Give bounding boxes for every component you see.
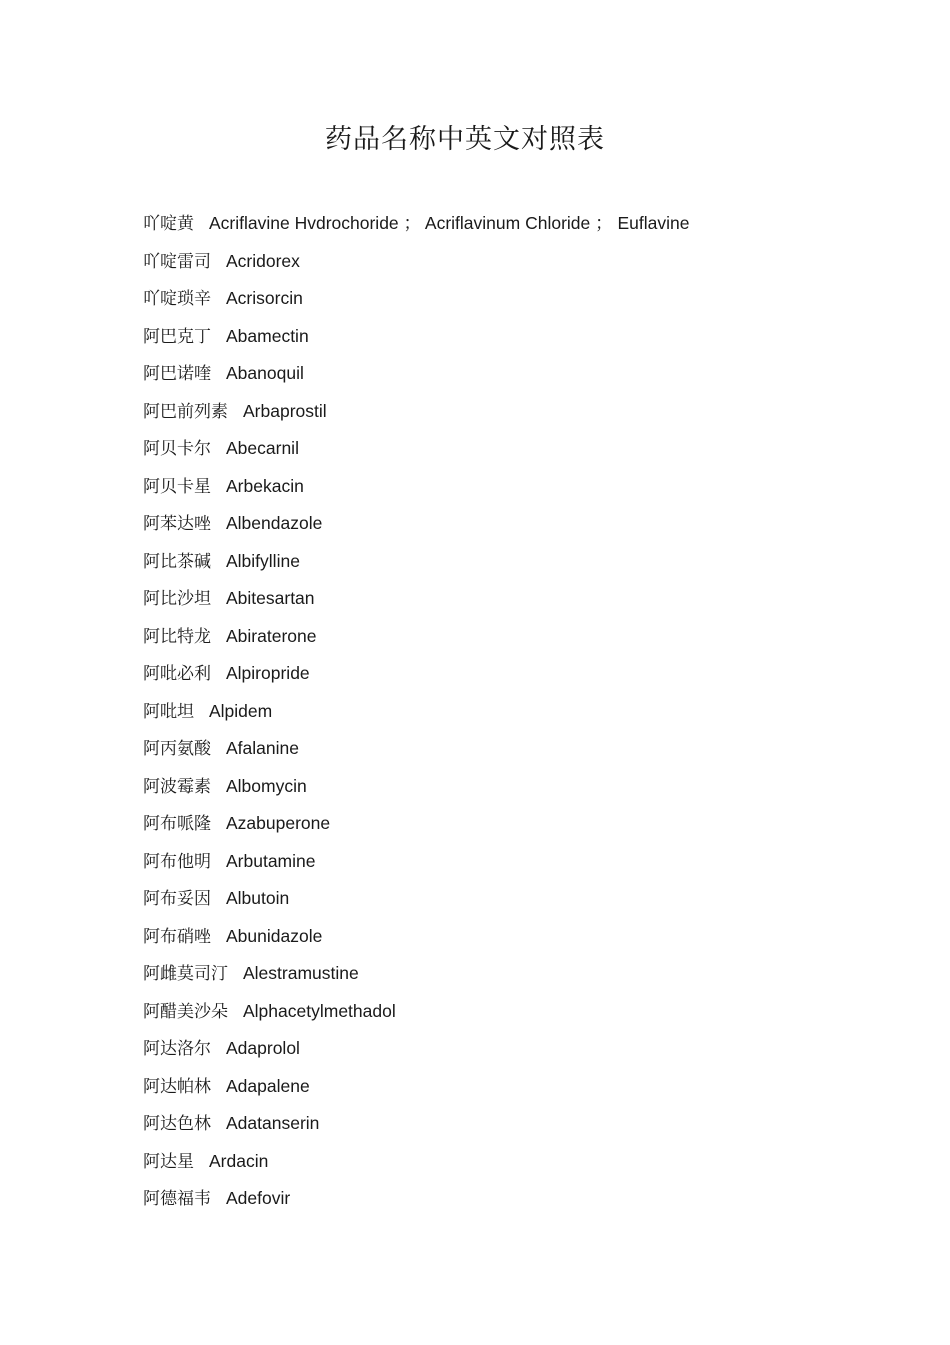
chinese-name: 阿吡必利 xyxy=(143,664,211,684)
english-name: Adatanserin xyxy=(226,1113,320,1133)
chinese-name: 阿达星 xyxy=(143,1151,194,1172)
chinese-name: 阿吡坦 xyxy=(143,701,194,722)
list-item xyxy=(143,318,923,356)
english-name: Alphacetylmethadol xyxy=(243,1000,396,1021)
list-item xyxy=(143,1030,923,1068)
list-item xyxy=(143,768,923,806)
list-item xyxy=(143,543,923,581)
english-name: Albomycin xyxy=(226,775,307,796)
chinese-name: 阿巴克丁 xyxy=(143,326,211,347)
list-item xyxy=(143,1180,923,1218)
chinese-name: 阿丙氨酸 xyxy=(143,739,211,759)
english-name: Alestramustine xyxy=(243,963,359,983)
english-name: Acridorex xyxy=(226,250,300,271)
chinese-name: 阿波霉素 xyxy=(143,776,211,797)
english-name: Azabuperone xyxy=(226,813,331,833)
english-name: Adefovir xyxy=(226,1188,291,1208)
list-item xyxy=(143,880,923,918)
list-item xyxy=(143,805,923,843)
list-item xyxy=(143,1143,923,1181)
chinese-name: 阿巴前列素 xyxy=(143,401,228,422)
list-item xyxy=(143,843,923,881)
english-name: Arbutamine xyxy=(226,850,316,871)
english-name: Ardacin xyxy=(209,1150,269,1171)
english-name: Abamectin xyxy=(226,325,309,346)
list-item xyxy=(143,468,923,506)
english-name: Adapalene xyxy=(226,1075,310,1096)
chinese-name: 阿贝卡星 xyxy=(143,476,211,497)
english-name: Abanoquil xyxy=(226,363,304,383)
list-item xyxy=(143,280,923,318)
list-item xyxy=(143,355,923,393)
chinese-name: 阿布硝唑 xyxy=(143,926,211,947)
chinese-name: 阿苯达唑 xyxy=(143,514,211,534)
list-item xyxy=(143,505,923,543)
chinese-name: 吖啶琐辛 xyxy=(143,289,211,309)
english-name: Albifylline xyxy=(226,550,300,571)
list-item xyxy=(143,430,923,468)
list-item xyxy=(143,393,923,431)
chinese-name: 阿雌莫司汀 xyxy=(143,964,228,984)
chinese-name: 阿达洛尔 xyxy=(143,1039,211,1059)
chinese-name: 阿醋美沙朵 xyxy=(143,1001,228,1022)
english-name: Afalanine xyxy=(226,738,299,758)
chinese-name: 阿贝卡尔 xyxy=(143,439,211,459)
english-name: Abunidazole xyxy=(226,925,323,946)
chinese-name: 阿布哌隆 xyxy=(143,814,211,834)
english-name: Acrisorcin xyxy=(226,288,303,308)
english-name: Abitesartan xyxy=(226,588,315,608)
list-item xyxy=(143,918,923,956)
list-item xyxy=(143,618,923,656)
list-item xyxy=(143,1105,923,1143)
list-item xyxy=(143,1068,923,1106)
page-title: 药品名称中英文对照表 xyxy=(325,124,605,155)
list-item xyxy=(143,655,923,693)
chinese-name: 阿巴诺喹 xyxy=(143,364,211,384)
drug-name-list xyxy=(143,205,923,1218)
list-item xyxy=(143,205,923,243)
chinese-name: 吖啶黄 xyxy=(143,214,194,234)
english-name: Adaprolol xyxy=(226,1038,300,1058)
chinese-name: 阿达帕林 xyxy=(143,1076,211,1097)
list-item xyxy=(143,693,923,731)
english-name: Arbekacin xyxy=(226,475,304,496)
english-name: Albendazole xyxy=(226,513,323,533)
chinese-name: 阿比特龙 xyxy=(143,626,211,647)
english-name: Abecarnil xyxy=(226,438,299,458)
english-name: Arbaprostil xyxy=(243,400,327,421)
chinese-name: 吖啶雷司 xyxy=(143,251,211,272)
chinese-name: 阿布他明 xyxy=(143,851,211,872)
english-name: Alpiropride xyxy=(226,663,310,683)
chinese-name: 阿德福韦 xyxy=(143,1189,211,1209)
english-name: Alpidem xyxy=(209,700,273,721)
list-item xyxy=(143,955,923,993)
english-name: Albutoin xyxy=(226,888,290,908)
list-item xyxy=(143,993,923,1031)
english-name: Acriflavine Hvdrochoride ； Acriflavinum Chloride ； Euflavine xyxy=(209,213,690,233)
english-name: Abiraterone xyxy=(226,625,317,646)
chinese-name: 阿比茶碱 xyxy=(143,551,211,572)
chinese-name: 阿达色林 xyxy=(143,1114,211,1134)
chinese-name: 阿比沙坦 xyxy=(143,589,211,609)
list-item xyxy=(143,730,923,768)
chinese-name: 阿布妥因 xyxy=(143,889,211,909)
list-item xyxy=(143,243,923,281)
list-item xyxy=(143,580,923,618)
